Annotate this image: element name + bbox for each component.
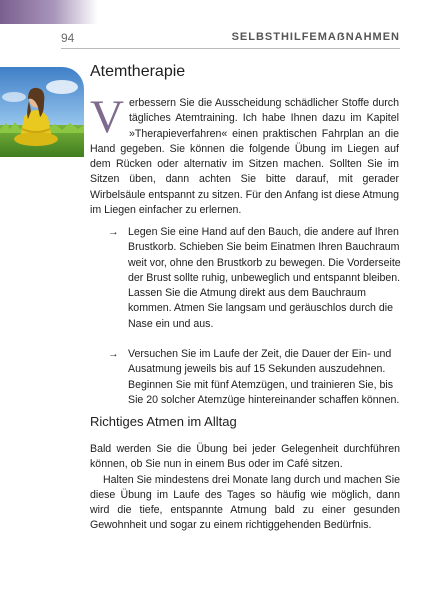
running-head: SELBSTHILFEMAẞNAHMEN (231, 31, 400, 43)
subsection-title: Richtiges Atmen im Alltag (90, 414, 237, 429)
intro-paragraph (90, 91, 399, 218)
drop-cap: V (90, 91, 124, 143)
step-item (108, 347, 403, 408)
arrow-right-icon: → (108, 348, 119, 361)
exercise-steps (108, 225, 403, 408)
body-paragraph: Bald werden Sie die Übung bei jeder Gelegenheit durchführen können, ob Sie nun in einem Bus oder im Café sitzen. (90, 443, 400, 471)
subsection-body (90, 442, 400, 534)
meditation-photo (0, 67, 84, 157)
section-title: Atemtherapie (90, 63, 186, 80)
arrow-right-icon: → (108, 226, 119, 238)
step-text: Legen Sie eine Hand auf den Bauch, die andere auf Ihren Brustkorb. Schieben Sie beim Einatmen Ihren Bauchraum weit vor, ohne den Brustkorb zu bewegen. Die Vorderseite der Brust sollte ruhig, unbeweglich und entspannt bleiben. Lassen Sie die Atmung direkt aus dem Bauchraum kommen. Atmen Sie langsam und geräuschlos durch die Nase ein und aus. (128, 226, 401, 330)
intro-text: erbessern Sie die Ausscheidung schädlicher Stoffe durch tägliches Atemtraining. Ich habe Ihnen dazu im Kapitel »Therapieverfahren« einen praktischen Fahrplan an die Hand gegeben. Sie können die folgende Übung im Liegen auf dem Rücken oder alternativ im Sitzen machen. Sollten Sie im Sitzen üben, dann achten Sie bitte darauf, mit gerader Wirbelsäule entspannt zu sitzen. Für den Anfang ist diese Atmung im Liegen einfacher zu erlernen. (90, 97, 399, 217)
header-rule (61, 48, 400, 49)
step-item (108, 225, 403, 332)
step-text: Versuchen Sie im Laufe der Zeit, die Dauer der Ein- und Ausatmung jeweils bis auf 15 Sekunden auszudehnen. Beginnen Sie mit fünf Atemzügen, und trainieren Sie, bis Sie 20 solcher Atemzüge hintereinander schaffen können. (128, 348, 400, 406)
page-number: 94 (61, 31, 75, 45)
body-paragraph: Halten Sie mindestens drei Monate lang durch und machen Sie diese Übung im Laufe des Tages so häufig wie möglich, dann wird die tiefe, entspannte Atmung bald zu einer gesunden Gewohnheit und sogar zu einem richtiggehenden Bedürfnis. (90, 473, 400, 532)
corner-color-band (0, 0, 98, 24)
